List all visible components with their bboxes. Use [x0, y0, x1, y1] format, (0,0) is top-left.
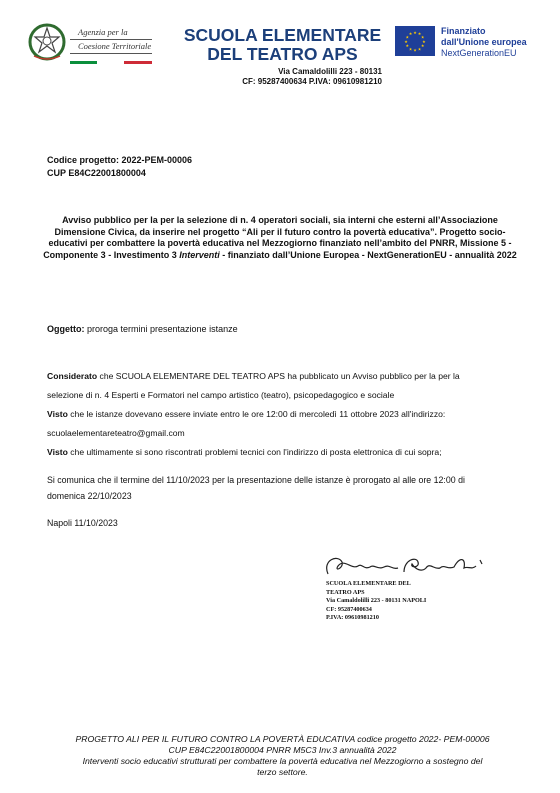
considerato-text: che SCUOLA ELEMENTARE DEL TEATRO APS ha pubblicato un Avviso pubblico per la per la: [97, 371, 460, 381]
subject-line: [47, 323, 238, 335]
place-date: Napoli 11/10/2023: [47, 518, 118, 528]
agency-flag-stripe: [70, 61, 152, 64]
handwritten-signature: [308, 548, 488, 584]
svg-text:★: ★: [420, 34, 425, 40]
eu-line-2: dall'Unione europea: [441, 37, 527, 47]
considerato-label: Considerato: [47, 371, 98, 381]
communication-paragraph: [47, 472, 517, 504]
stamp-line-3: CF: 95287400634: [326, 605, 372, 613]
footer-line-2: CUP E84C22001800004 PNRR M5C3 Inv.3 annualità 2022: [168, 745, 397, 755]
visto-paragraph-2: [47, 443, 514, 462]
school-title-line-2: DEL TEATRO APS: [207, 44, 358, 64]
school-address-line: Via Camaldolilli 223 - 80131: [278, 67, 382, 76]
notice-italic: Interventi: [179, 249, 220, 260]
svg-text:★: ★: [405, 43, 410, 49]
svg-text:★: ★: [408, 46, 413, 52]
school-tax-line: CF: 95287400634 P.IVA: 09610981210: [242, 76, 382, 86]
school-address: [175, 67, 382, 86]
visto-text-1: che le istanze dovevano essere inviate entro le ore 12:00 di mercoledì 11 ottobre 2023 all'indirizzo:: [67, 409, 446, 419]
svg-text:★: ★: [413, 47, 417, 53]
footer-line-3: Interventi socio educativi strutturati per combattere la povertà educativa nel Mezzogiorno a sostegno del: [82, 756, 483, 766]
stamp-line-1: SCUOLA ELEMENTARE DEL TEATRO APS: [326, 580, 411, 596]
communication-line-2: domenica 22/10/2023: [47, 491, 132, 501]
eu-line-1: Finanziato: [441, 26, 486, 36]
footer-line-1: PROGETTO ALI PER IL FUTURO CONTRO LA POVERTÀ EDUCATIVA codice progetto 2022- PEM-00006: [75, 734, 490, 744]
eu-flag-icon: [395, 26, 435, 56]
project-code: Codice progetto: 2022-PEM-00006: [47, 155, 193, 165]
visto-label-2: Visto: [47, 447, 68, 457]
notice-heading: [40, 215, 520, 261]
svg-text:★: ★: [404, 38, 408, 44]
notice-part-1: Avviso pubblico per la per la selezione di n. 4 operatori sociali, sia interni che esterni all’Associazione Dimensione Civica, da inserire nel progetto “Ali per il futuro contro la povertà educativa”. Progetto socio-educativi per combattere la povertà educativa nel Mezzogiorno finanziato nell’ambito del PNRR, Missione 5 - Componente 3 - Investimento 3: [43, 215, 512, 260]
school-title-line-1: SCUOLA ELEMENTARE: [183, 25, 382, 45]
communication-line-1: Si comunica che il termine del 11/10/2023 per la presentazione delle istanze è prorogato al alle ore 12:00 di: [47, 475, 465, 485]
considerato-continuation: selezione di n. 4 Esperti e Formatori nel campo artistico (teatro), psicopedagogico e sociale: [47, 390, 395, 400]
svg-text:★: ★: [413, 30, 417, 35]
eu-funding-label: [441, 26, 551, 59]
visto-paragraph-1: [47, 405, 514, 424]
svg-text:★: ★: [422, 38, 426, 44]
school-title: [175, 26, 390, 64]
stamp-line-2: Via Camaldolilli 223 - 80131 NAPOLI: [326, 597, 427, 604]
body-text: [47, 367, 514, 462]
contact-email: scuolaelementareteatro@gmail.com: [47, 428, 185, 438]
svg-text:★: ★: [417, 46, 422, 52]
considerato-paragraph: [47, 367, 514, 386]
italian-republic-emblem-icon: [28, 22, 66, 62]
subject-text: proroga termini presentazione istanze: [84, 324, 238, 334]
visto-label-1: Visto: [47, 409, 68, 419]
page-footer: [50, 734, 515, 778]
svg-text:★: ★: [405, 34, 410, 40]
agency-line-1: Agenzia per la: [70, 26, 152, 40]
svg-text:★: ★: [420, 43, 425, 49]
agency-logo-text: [70, 26, 152, 54]
agency-line-2: Coesione Territoriale: [70, 40, 152, 54]
footer-line-4: terzo settore.: [257, 767, 308, 777]
cup-code: CUP E84C22001800004: [47, 168, 146, 178]
project-codes: [47, 154, 192, 180]
notice-part-2: - finanziato dall’Unione Europea - NextGenerationEU - annualità 2022: [219, 249, 517, 260]
school-stamp: [326, 580, 436, 623]
visto-text-2: che ultimamente si sono riscontrati problemi tecnici con l'indirizzo di posta elettronica di cui sopra;: [67, 447, 442, 457]
svg-text:★: ★: [408, 31, 413, 37]
svg-text:★: ★: [417, 31, 422, 37]
eu-line-3: NextGenerationEU: [441, 48, 517, 58]
stamp-line-4: P.IVA: 09610981210: [326, 614, 379, 621]
subject-label: Oggetto:: [47, 324, 85, 334]
